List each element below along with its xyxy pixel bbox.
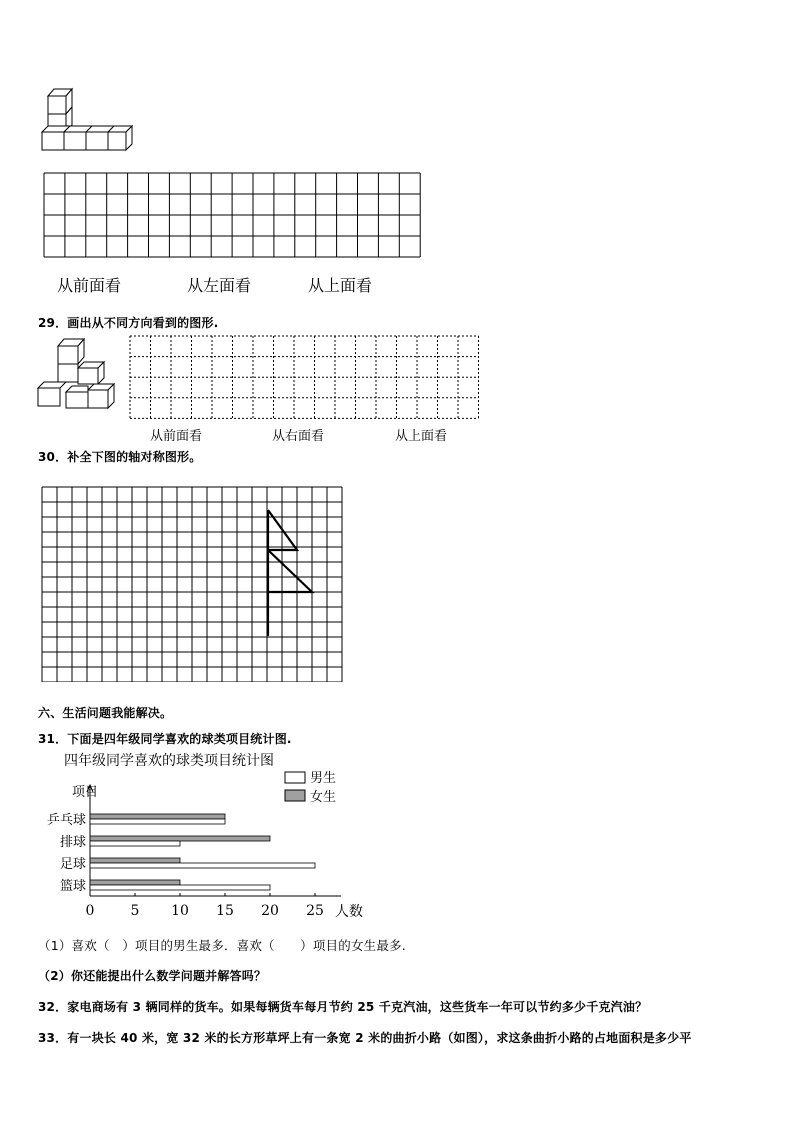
q31-sub2: （2）你还能提出什么数学问题并解答吗？ — [38, 969, 267, 983]
category-label: 足球 — [59, 857, 86, 872]
bar-boys — [90, 819, 225, 824]
category-label: 篮球 — [59, 879, 86, 894]
x-tick-label: 10 — [171, 903, 189, 919]
q29-label-right: 从右面看 — [272, 429, 325, 444]
q32-question: 32．家电商场有 3 辆同样的货车。如果每辆货车每月节约 25 千克汽油，这些货车一年可以节约多少千克汽油？ — [38, 1000, 648, 1014]
x-tick-label: 5 — [130, 903, 140, 919]
q30-symmetry-grid[interactable] — [41, 486, 347, 682]
q28-drawing-grid[interactable] — [43, 172, 423, 258]
x-tick-label: 15 — [216, 903, 234, 919]
section6-title: 六、生活问题我能解决。 — [38, 706, 173, 720]
y-axis-label: 项目 — [72, 785, 99, 800]
legend-label-boys: 男生 — [310, 771, 337, 786]
q31-question: 31．下面是四年级同学喜欢的球类项目统计图. — [38, 732, 292, 746]
q28-cube-figure — [38, 84, 138, 156]
q29-label-front: 从前面看 — [150, 429, 203, 444]
x-axis-label: 人数 — [335, 904, 363, 920]
bar-boys — [90, 863, 315, 868]
bar-girls — [90, 814, 225, 819]
bar-girls — [90, 858, 180, 863]
category-label: 排球 — [59, 835, 86, 850]
bar-girls — [90, 880, 180, 885]
q33-question: 33．有一块长 40 米，宽 32 米的长方形草坪上有一条宽 2 米的曲折小路（如图），求这条曲折小路的占地面积是多少平 — [38, 1031, 692, 1045]
q31-bar-chart — [36, 748, 376, 923]
q31-sub1: （1）喜欢（ ）项目的男生最多．喜欢（ ）项目的女生最多. — [38, 938, 406, 953]
x-tick-label: 0 — [85, 903, 95, 919]
q29-label-top: 从上面看 — [395, 429, 448, 444]
q29-drawing-grid[interactable] — [129, 335, 481, 421]
x-tick-label: 25 — [306, 903, 324, 919]
legend-swatch-girls — [285, 790, 305, 801]
q30-question: 30．补全下图的轴对称图形。 — [38, 450, 202, 464]
x-tick-label: 20 — [261, 903, 279, 919]
legend-swatch-boys — [285, 772, 305, 783]
q29-question: 29．画出从不同方向看到的图形. — [38, 316, 219, 330]
legend-label-girls: 女生 — [310, 790, 337, 805]
q28-label-top: 从上面看 — [308, 276, 373, 295]
category-label: 乒乓球 — [46, 813, 86, 828]
bar-boys — [90, 885, 270, 890]
q28-label-front: 从前面看 — [57, 276, 122, 295]
q28-label-left: 从左面看 — [187, 276, 252, 295]
q30-half-figure — [268, 510, 312, 636]
bar-boys — [90, 841, 180, 846]
q29-cube-figure — [36, 336, 116, 412]
chart-title: 四年级同学喜欢的球类项目统计图 — [64, 753, 274, 769]
bar-girls — [90, 836, 270, 841]
